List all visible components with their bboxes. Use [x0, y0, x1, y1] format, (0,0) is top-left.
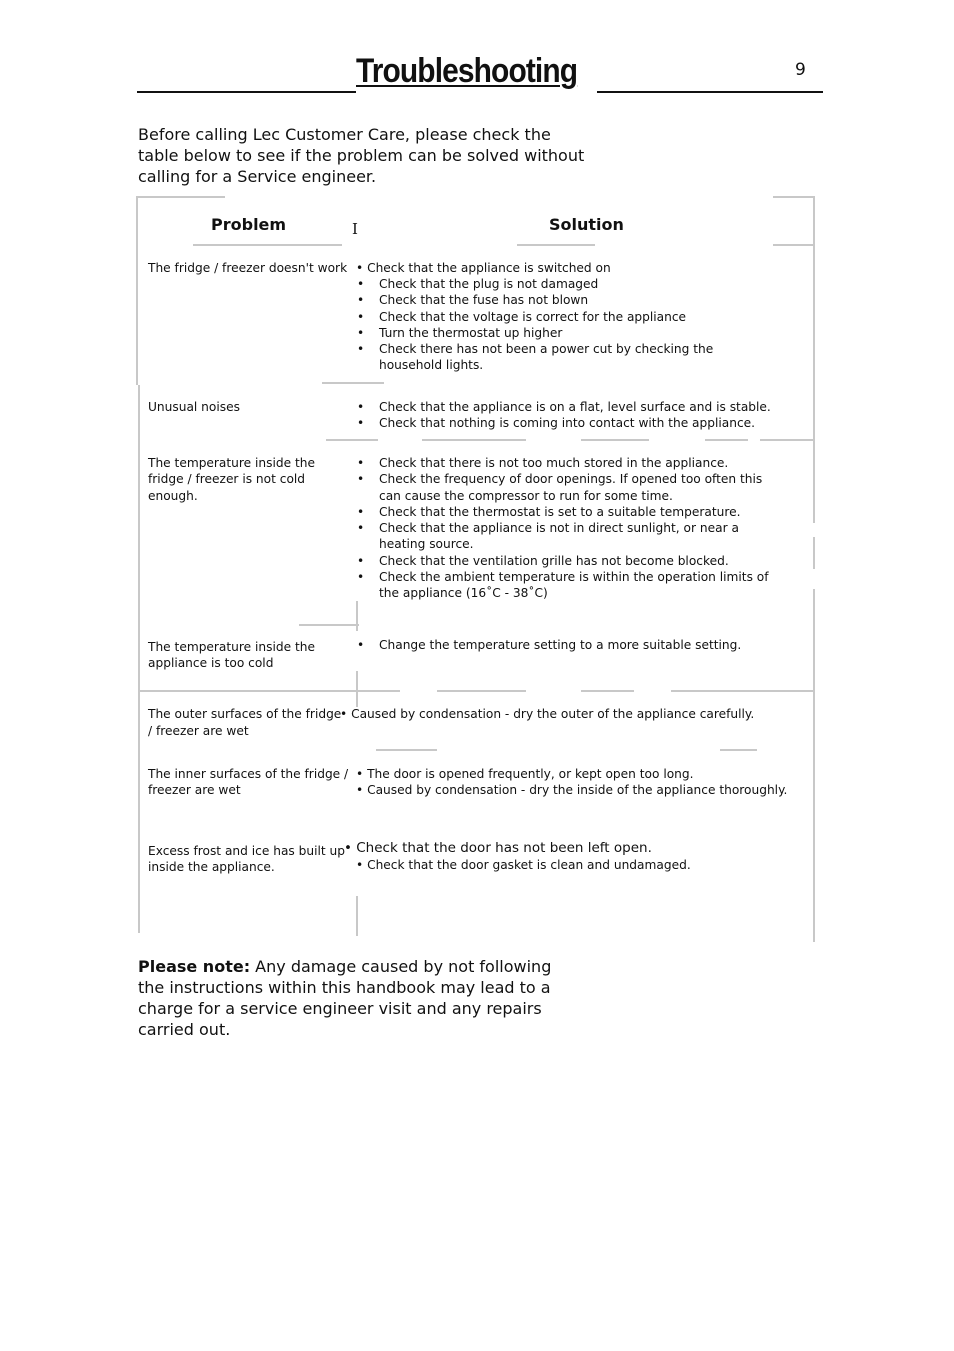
solution-list	[357, 455, 787, 602]
solution-list	[357, 399, 797, 432]
solution-item: • Check that the voltage is correct for the appliance	[357, 309, 777, 325]
solution-list	[357, 637, 777, 653]
row-rule	[581, 439, 649, 441]
problem-cell: The temperature inside the appliance is too cold	[148, 640, 315, 671]
row-rule	[299, 624, 359, 626]
problem-column-header: Problem	[211, 215, 287, 234]
solution-item: • Check that the appliance is on a flat, level surface and is stable.	[357, 399, 797, 415]
solution-text: • Check that the door has not been left open.	[344, 840, 652, 856]
problem-cell: The outer surfaces of the fridge	[148, 707, 342, 721]
solution-item: • Check there has not been a power cut by checking the household lights.	[357, 341, 777, 374]
solution-text: • The door is opened frequently, or kept open too long.	[356, 767, 694, 781]
row-rule	[422, 439, 526, 441]
page-number: 9	[795, 60, 806, 80]
solution-item: • Check the frequency of door openings. If opened too often this can cause the compressor to run for some time.	[357, 471, 787, 504]
problem-cell: Excess frost and ice has built up	[148, 844, 345, 858]
solution-item: • Check that the thermostat is set to a suitable temperature.	[357, 504, 787, 520]
problem-cell: Unusual noises	[148, 400, 240, 414]
text-cursor-icon: I	[352, 220, 358, 238]
header-rule	[193, 244, 342, 246]
solution-item: • Check that the ventilation grille has not become blocked.	[357, 553, 787, 569]
table-top-border	[773, 196, 815, 198]
solution-item: • Check that the appliance is not in direct sunlight, or near a heating source.	[357, 520, 787, 553]
problem-cell-continued: freezer are wet	[148, 783, 241, 797]
solution-item: • Check that the fuse has not blown	[357, 292, 777, 308]
intro-text: Before calling Lec Customer Care, please check the table below to see if the problem can be solved without calling for a Service engineer.	[138, 125, 585, 186]
please-note	[138, 956, 578, 1040]
table-right-border	[813, 589, 815, 942]
solution-item: • Change the temperature setting to a more suitable setting.	[357, 637, 777, 653]
row-rule	[705, 439, 748, 441]
solution-item: • Check that nothing is coming into contact with the appliance.	[357, 415, 797, 431]
solution-item: • Check the ambient temperature is within the operation limits of the appliance (16˚C - 38˚C)	[357, 569, 787, 602]
solution-item: • Turn the thermostat up higher	[357, 325, 777, 341]
table-right-border	[813, 537, 815, 569]
row-rule	[138, 690, 400, 692]
column-divider	[356, 601, 358, 631]
row-rule	[437, 690, 526, 692]
row-rule	[326, 439, 378, 441]
solution-list	[357, 276, 777, 374]
solution-text: • Check that the door gasket is clean and undamaged.	[356, 858, 691, 872]
row-rule	[376, 749, 437, 751]
problem-cell-continued: / freezer are wet	[148, 724, 249, 738]
problem-cell-continued: inside the appliance.	[148, 860, 275, 874]
title-rule-left	[137, 91, 356, 93]
row-rule	[671, 690, 814, 692]
header-rule	[517, 244, 595, 246]
row-rule	[581, 690, 634, 692]
table-left-border	[136, 197, 138, 385]
solution-text: • Caused by condensation - dry the inside of the appliance thoroughly.	[356, 783, 788, 797]
row-rule	[720, 749, 757, 751]
problem-cell: The fridge / freezer doesn't work	[148, 261, 348, 275]
solution-lead: • Check that the appliance is switched on	[356, 261, 611, 275]
solution-text: • Caused by condensation - dry the outer of the appliance carefully.	[340, 707, 755, 721]
solution-item: • Check that there is not too much stored in the appliance.	[357, 455, 787, 471]
page-title: Troubleshooting	[356, 52, 578, 90]
row-rule	[322, 382, 384, 384]
note-label: Please note:	[138, 957, 251, 976]
solution-column-header: Solution	[549, 215, 624, 234]
solution-item: • Check that the plug is not damaged	[357, 276, 777, 292]
table-top-border	[136, 196, 225, 198]
column-divider	[356, 671, 358, 707]
column-divider	[356, 896, 358, 936]
row-rule	[760, 439, 814, 441]
header-rule	[773, 244, 815, 246]
table-left-border	[138, 385, 140, 933]
problem-cell: The temperature inside the fridge / freezer is not cold enough.	[148, 456, 315, 503]
note-text: Any damage caused by not following the instructions within this handbook may lead to a charge for a service engineer visit and any repairs carried out.	[138, 957, 552, 1039]
title-rule-right	[597, 91, 823, 93]
problem-cell: The inner surfaces of the fridge /	[148, 767, 349, 781]
